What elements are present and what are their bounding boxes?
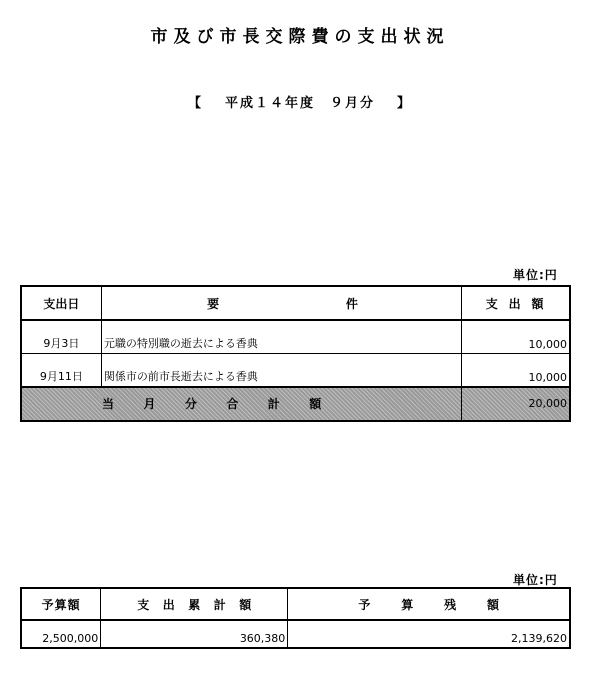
header-budget: 予算額 xyxy=(21,588,101,620)
header-cumulative xyxy=(101,588,288,620)
header-cumulative-char: 累 xyxy=(188,597,201,612)
budget-header-row xyxy=(21,588,570,620)
cumulative-value: 360,380 xyxy=(101,620,288,648)
total-label-char: 計 xyxy=(267,396,280,411)
header-amount-char: 支 xyxy=(485,296,498,311)
header-cumulative-char: 計 xyxy=(213,597,226,612)
row-date: 9月11日 xyxy=(21,354,101,388)
period-label: 平成１４年度 ９月分 xyxy=(224,96,375,111)
page-title: 市及び市長交際費の支出状況 xyxy=(150,27,450,47)
row-description: 関係市の前市長逝去による香典 xyxy=(101,354,461,388)
total-label-char: 当 xyxy=(102,396,115,411)
header-cumulative-char: 支 xyxy=(137,597,150,612)
header-cumulative-char: 出 xyxy=(162,597,175,612)
row-amount: 10,000 xyxy=(462,354,570,388)
table-row xyxy=(21,354,570,388)
total-amount: 20,000 xyxy=(462,387,570,421)
total-label xyxy=(21,387,462,421)
header-desc-char: 要 xyxy=(207,296,220,311)
header-amount-char: 額 xyxy=(531,296,544,311)
period-open-bracket: 【 xyxy=(187,96,203,111)
expense-table xyxy=(20,285,571,422)
header-desc-char: 件 xyxy=(345,296,358,311)
row-amount: 10,000 xyxy=(462,320,570,354)
period-close-bracket: 】 xyxy=(397,96,413,111)
header-cumulative-char: 額 xyxy=(239,597,252,612)
unit-label-budget: 単位:円 xyxy=(513,573,558,587)
header-remaining-char: 残 xyxy=(444,597,457,612)
header-date: 支出日 xyxy=(21,286,101,320)
header-remaining-char: 額 xyxy=(486,597,499,612)
unit-label-expenses: 単位:円 xyxy=(513,268,558,282)
period-heading xyxy=(0,92,600,111)
table-row xyxy=(21,320,570,354)
expense-header-row xyxy=(21,286,570,320)
total-label-char: 額 xyxy=(309,396,322,411)
budget-table xyxy=(20,587,571,649)
header-description xyxy=(101,286,461,320)
header-remaining-char: 算 xyxy=(401,597,414,612)
header-remaining xyxy=(288,588,570,620)
total-label-char: 合 xyxy=(226,396,239,411)
header-remaining-char: 予 xyxy=(358,597,371,612)
header-amount xyxy=(462,286,570,320)
row-description: 元職の特別職の逝去による香典 xyxy=(101,320,461,354)
total-label-char: 分 xyxy=(184,396,197,411)
remaining-value: 2,139,620 xyxy=(288,620,570,648)
header-amount-char: 出 xyxy=(508,296,521,311)
table-row xyxy=(21,620,570,648)
total-label-char: 月 xyxy=(143,396,156,411)
total-row xyxy=(21,387,570,421)
row-date: 9月3日 xyxy=(21,320,101,354)
budget-value: 2,500,000 xyxy=(21,620,101,648)
